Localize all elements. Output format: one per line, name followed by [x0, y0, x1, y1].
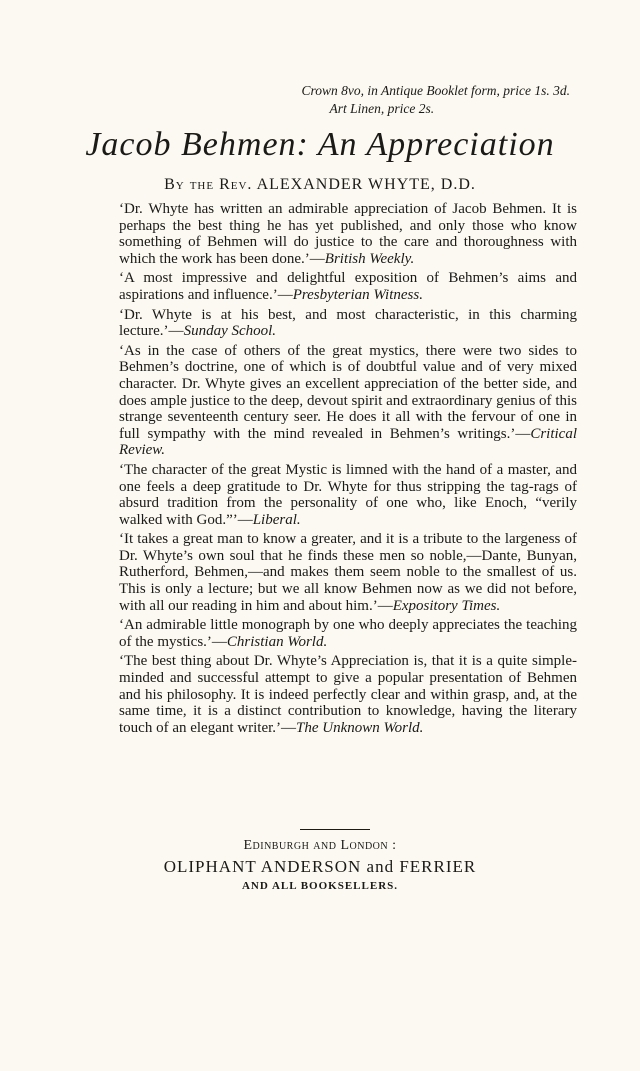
review-text: ‘A most impressive and delightful exposition of Behmen’s aims and aspirations and influence.’— [119, 270, 577, 303]
publisher-booksellers: AND ALL BOOKSELLERS. [241, 880, 399, 892]
price-note [302, 82, 570, 118]
review-source: British Weekly. [324, 250, 415, 267]
author-line [0, 176, 640, 194]
review-text: ‘Dr. Whyte is at his best, and most characteristic, in this charming lecture.’— [119, 306, 577, 340]
review-text: ‘As in the case of others of the great mystics, there were two sides to Behmen’s doctrine, one of which is of doubtful value and of very mixed character. Dr. Whyte gives an excellent appreciation of the better side, and does ample justice to the deep, devout spirit and extraordinary genius of this strange seventeenth century seer. He does it all with the fervour of one in full sympathy with the mind revealed in Behmen’s writings.’— [119, 342, 577, 442]
publisher-places: Edinburgh and London : [243, 838, 397, 853]
price-line-booklet: Crown 8vo, in Antique Booklet form, price 1s. 3d. [301, 83, 570, 98]
price-line-linen: Art Linen, price 2s. [329, 101, 435, 116]
book-title: Jacob Behmen: An Appreciation [85, 126, 555, 163]
review-text: ‘The best thing about Dr. Whyte’s Appreciation is, that it is a quite simple-minded and successful attempt to give a popular presentation of Behmen and his philosophy. It is indeed perfectly clear and within grasp, and, at the same time, it is a distinct contribution to knowledge, having the literary touch of an elegant writer.’— [119, 653, 577, 736]
author-name: ALEXANDER WHYTE, D.D. [256, 176, 476, 193]
review-item [119, 201, 577, 267]
publisher-name: OLIPHANT ANDERSON and FERRIER [163, 857, 477, 876]
review-text: ‘It takes a great man to know a greater, and it is a tribute to the largeness of Dr. Whyte’s own soul that he finds these men so noble,—Dante, Bunyan, Rutherford, Behmen,—and makes them seem noble to the smallest of us. This is only a lecture; but we all know Behmen now as we did not before, with all our reading in him and about him.’— [119, 531, 577, 614]
review-item [119, 270, 577, 303]
review-source: Expository Times. [392, 597, 501, 614]
review-text: ‘An admirable little monograph by one who deeply appreciates the teaching of the mystics.’— [119, 617, 577, 650]
review-text: ‘Dr. Whyte has written an admirable appreciation of Jacob Behmen. It is perhaps the best thing he has yet published, and only those who know something of Behmen will do justice to the care and thoroughness with which the work has been done.’— [119, 201, 577, 267]
review-source: Christian World. [226, 633, 328, 650]
review-text: ‘The character of the great Mystic is limned with the hand of a master, and one feels a deep gratitude to Dr. Whyte for thus stripping the tag-rags of absurd tradition from the personality of one who, like Enoch, “verily walked with God.”’— [119, 461, 577, 528]
review-item [119, 617, 577, 650]
review-item [119, 653, 577, 736]
review-source: Sunday School. [183, 323, 277, 340]
review-source: The Unknown World. [296, 719, 424, 736]
review-source: Presbyterian Witness. [292, 286, 423, 303]
review-item [119, 531, 577, 614]
review-item [119, 307, 577, 340]
author-prefix: By the Rev. [164, 176, 253, 193]
divider-rule [300, 829, 370, 830]
reviews [119, 201, 577, 739]
review-item [119, 462, 577, 528]
review-source: Liberal. [252, 511, 301, 528]
review-source: Critical Review. [119, 425, 577, 459]
review-item [119, 343, 577, 459]
